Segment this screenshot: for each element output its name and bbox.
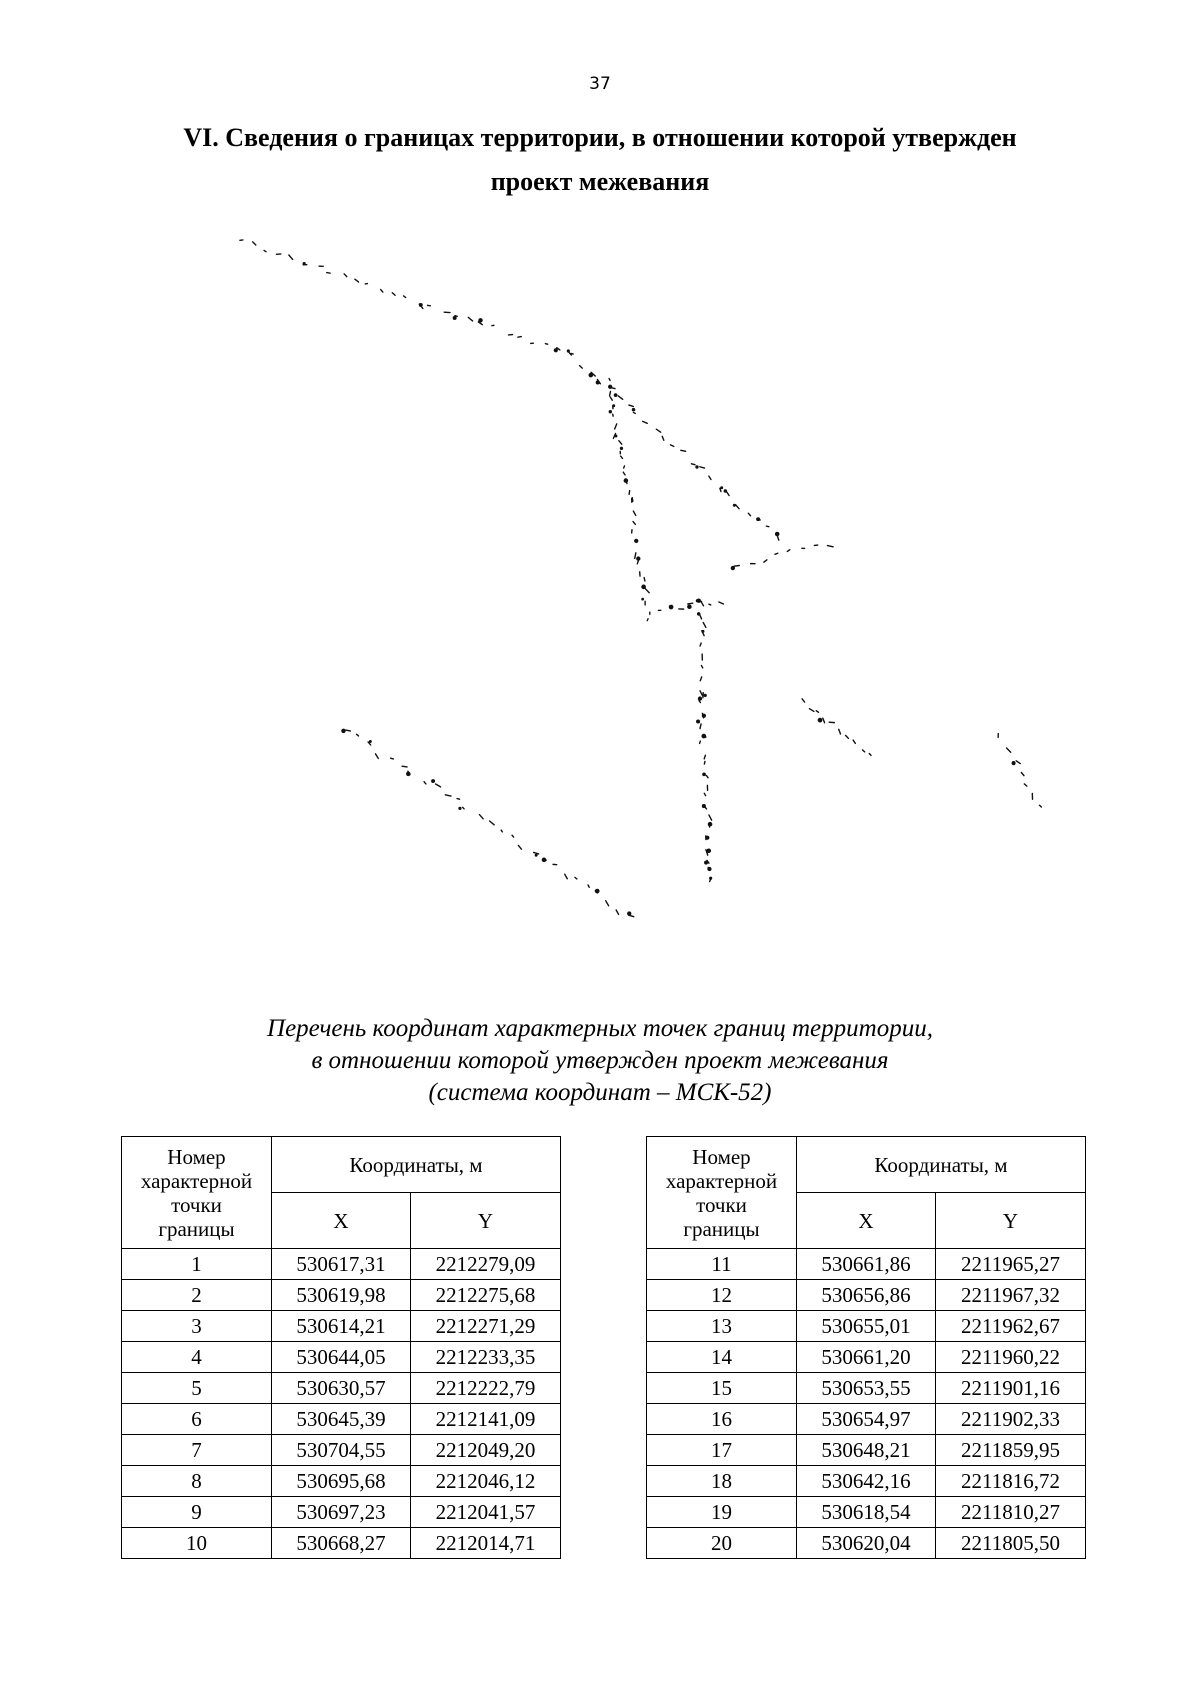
y-coordinate-cell: 2211810,27 — [936, 1497, 1086, 1528]
boundary-speck — [702, 714, 705, 717]
caption-line-1: Перечень координат характерных точек границ территории, — [267, 1015, 933, 1042]
table-caption — [100, 1013, 1100, 1109]
x-coordinate-cell: 530644,05 — [272, 1342, 411, 1373]
boundary-speck — [818, 718, 822, 722]
boundary-dash — [869, 754, 871, 756]
boundary-speck — [696, 466, 698, 468]
boundary-dash — [635, 553, 636, 559]
y-coordinate-cell: 2212222,79 — [411, 1373, 561, 1404]
boundary-speck — [775, 532, 779, 536]
x-coordinate-cell: 530661,20 — [797, 1342, 936, 1373]
boundary-speck — [721, 487, 723, 489]
boundary-dash — [623, 472, 625, 475]
coordinates-table-right — [646, 1136, 1086, 1559]
boundary-dash — [392, 293, 395, 296]
boundary-speck — [635, 539, 638, 542]
y-coordinate-cell: 2212041,57 — [411, 1497, 561, 1528]
boundary-dash — [643, 421, 648, 423]
boundary-speck — [596, 381, 599, 384]
boundary-dash — [327, 273, 330, 274]
boundary-dash — [709, 604, 711, 605]
boundary-dash — [719, 602, 724, 604]
point-number-cell: 1 — [122, 1249, 272, 1280]
boundary-dash — [647, 619, 648, 621]
boundary-dash — [609, 378, 610, 380]
x-coordinate-cell: 530695,68 — [272, 1466, 411, 1497]
boundary-dash — [775, 553, 778, 554]
point-number-cell: 4 — [122, 1342, 272, 1373]
boundary-speck — [642, 585, 646, 589]
boundary-dash — [588, 885, 589, 887]
point-number-cell: 12 — [647, 1280, 797, 1311]
boundary-dash — [727, 492, 729, 496]
boundary-dash — [862, 750, 864, 752]
boundary-dash — [580, 366, 583, 369]
y-coordinate-cell: 2212275,68 — [411, 1280, 561, 1311]
boundary-speck — [724, 490, 726, 492]
boundary-dash — [404, 296, 406, 297]
boundary-speck — [702, 630, 704, 632]
header-point-number: Номер характерной точки границы — [647, 1137, 797, 1249]
boundary-speck — [702, 805, 705, 808]
y-coordinate-cell: 2211859,95 — [936, 1435, 1086, 1466]
boundary-dash — [662, 436, 664, 440]
boundary-dash — [701, 665, 702, 667]
boundary-dash — [802, 699, 805, 702]
boundary-dash — [734, 566, 739, 567]
boundary-dash — [618, 396, 622, 399]
boundary-dash — [518, 845, 521, 849]
boundary-dash — [545, 344, 547, 345]
boundary-speck — [733, 504, 735, 506]
point-number-cell: 20 — [647, 1528, 797, 1559]
point-number-cell: 8 — [122, 1466, 272, 1497]
x-coordinate-cell: 530642,16 — [797, 1466, 936, 1497]
boundary-speck — [595, 889, 599, 893]
table-row — [647, 1497, 1086, 1528]
point-number-cell: 2 — [122, 1280, 272, 1311]
table-row — [647, 1280, 1086, 1311]
boundary-dash — [709, 815, 712, 820]
header-coordinates: Координаты, м — [797, 1137, 1086, 1193]
boundary-dash — [644, 578, 645, 581]
x-coordinate-cell: 530704,55 — [272, 1435, 411, 1466]
boundary-speck — [707, 849, 711, 853]
boundary-speck — [706, 836, 709, 839]
boundary-dash — [1024, 784, 1027, 786]
x-coordinate-cell: 530653,55 — [797, 1373, 936, 1404]
boundary-speck — [453, 316, 456, 319]
boundary-dash — [688, 603, 693, 604]
point-number-cell: 11 — [647, 1249, 797, 1280]
boundary-speck — [609, 385, 612, 388]
x-coordinate-cell: 530661,86 — [797, 1249, 936, 1280]
boundary-dash — [827, 546, 833, 547]
x-coordinate-cell: 530630,57 — [272, 1373, 411, 1404]
boundary-speck — [708, 822, 712, 826]
boundary-speck — [704, 694, 706, 696]
x-coordinate-cell: 530614,21 — [272, 1311, 411, 1342]
boundary-dash — [565, 874, 568, 879]
boundary-dash — [445, 795, 451, 796]
table-row — [647, 1466, 1086, 1497]
boundary-dash — [700, 691, 703, 696]
point-number-cell: 16 — [647, 1404, 797, 1435]
header-y: Y — [411, 1193, 561, 1249]
boundary-speck — [342, 729, 345, 732]
boundary-dash — [289, 255, 293, 259]
boundary-dash — [436, 784, 441, 787]
boundary-dash — [1040, 805, 1042, 807]
boundary-dash — [670, 445, 673, 446]
section-title-line-2: проект межевания — [490, 167, 710, 196]
boundary-dash — [701, 601, 704, 605]
boundary-dash — [375, 754, 378, 759]
boundary-dash — [633, 522, 635, 525]
boundary-dash — [656, 429, 660, 432]
y-coordinate-cell: 2211816,72 — [936, 1466, 1086, 1497]
boundary-speck — [710, 877, 712, 879]
boundary-dash — [391, 758, 394, 759]
boundary-speck — [1012, 762, 1015, 765]
point-number-cell: 15 — [647, 1373, 797, 1404]
boundary-speck — [708, 867, 711, 870]
header-point-number: Номер характерной точки границы — [122, 1137, 272, 1249]
y-coordinate-cell: 2212049,20 — [411, 1435, 561, 1466]
boundary-dash — [704, 761, 705, 764]
x-coordinate-cell: 530645,39 — [272, 1404, 411, 1435]
y-coordinate-cell: 2211901,16 — [936, 1373, 1086, 1404]
coordinates-table-left — [121, 1136, 561, 1559]
x-coordinate-cell: 530648,21 — [797, 1435, 936, 1466]
point-number-cell: 7 — [122, 1435, 272, 1466]
table-row — [647, 1435, 1086, 1466]
point-number-cell: 5 — [122, 1373, 272, 1404]
y-coordinate-cell: 2212271,29 — [411, 1311, 561, 1342]
table-row — [122, 1528, 561, 1559]
y-coordinate-cell: 2211805,50 — [936, 1528, 1086, 1559]
table-row — [122, 1497, 561, 1528]
boundary-dash — [512, 835, 514, 837]
y-coordinate-cell: 2212014,71 — [411, 1528, 561, 1559]
table-row — [122, 1311, 561, 1342]
boundary-dash — [463, 807, 464, 809]
boundary-dash — [645, 588, 649, 592]
boundary-speck — [419, 303, 422, 306]
caption-line-3: (система координат – МСК-52) — [428, 1079, 772, 1106]
boundary-dash — [632, 498, 633, 502]
y-coordinate-cell: 2211902,33 — [936, 1404, 1086, 1435]
boundary-speck — [688, 605, 692, 609]
boundary-dash — [839, 729, 841, 734]
boundary-dash — [381, 290, 383, 293]
table-row — [122, 1435, 561, 1466]
boundary-speck — [542, 858, 546, 862]
boundary-dash — [748, 513, 750, 516]
boundary-dash — [681, 450, 686, 451]
boundary-dash — [736, 505, 739, 509]
x-coordinate-cell: 530654,97 — [797, 1404, 936, 1435]
y-coordinate-cell: 2212046,12 — [411, 1466, 561, 1497]
y-coordinate-cell: 2212233,35 — [411, 1342, 561, 1373]
boundary-dash — [706, 775, 708, 777]
point-number-cell: 17 — [647, 1435, 797, 1466]
header-y: Y — [936, 1193, 1086, 1249]
boundary-speck — [702, 734, 706, 738]
boundary-speck — [697, 599, 700, 602]
table-row — [122, 1249, 561, 1280]
boundary-speck — [731, 566, 734, 569]
header-x: X — [272, 1193, 411, 1249]
boundary-speck — [535, 854, 537, 856]
boundary-dash — [606, 901, 609, 906]
boundary-speck — [697, 720, 700, 723]
x-coordinate-cell: 530697,23 — [272, 1497, 411, 1528]
page-number: 37 — [589, 74, 611, 94]
boundary-dash — [700, 724, 701, 729]
boundary-dash — [823, 718, 825, 723]
boundary-speck — [757, 518, 760, 521]
boundary-dash — [501, 830, 502, 832]
boundary-speck — [620, 447, 622, 449]
boundary-dash — [468, 317, 472, 321]
y-coordinate-cell: 2211967,32 — [936, 1280, 1086, 1311]
boundary-dash — [355, 279, 359, 282]
boundary-speck — [614, 394, 617, 397]
boundary-dash — [424, 782, 426, 784]
boundary-dash — [700, 741, 701, 743]
boundary-dash — [629, 405, 633, 406]
point-number-cell: 14 — [647, 1342, 797, 1373]
boundary-dash — [704, 793, 705, 795]
boundary-speck — [705, 861, 708, 864]
boundary-dash — [457, 799, 460, 800]
boundary-speck — [479, 319, 482, 322]
boundary-dash — [766, 526, 769, 527]
table-row — [647, 1249, 1086, 1280]
boundary-speck — [369, 741, 371, 743]
boundary-dash — [402, 766, 407, 767]
boundary-speck — [703, 773, 706, 776]
boundary-dash — [624, 466, 625, 468]
boundary-dash — [518, 337, 521, 338]
boundary-dash — [764, 560, 767, 562]
boundary-speck — [624, 479, 628, 483]
boundary-dash — [853, 740, 855, 743]
boundary-speck — [697, 613, 700, 616]
point-number-cell: 13 — [647, 1311, 797, 1342]
boundary-speck — [642, 598, 644, 600]
table-row — [122, 1466, 561, 1497]
boundary-speck — [637, 557, 640, 560]
boundary-speck — [615, 435, 617, 437]
table-row — [647, 1373, 1086, 1404]
boundary-speck — [609, 411, 611, 413]
boundary-speck — [613, 405, 615, 407]
x-coordinate-cell: 530620,04 — [797, 1528, 936, 1559]
point-number-cell: 9 — [122, 1497, 272, 1528]
table-row — [647, 1528, 1086, 1559]
y-coordinate-cell: 2212141,09 — [411, 1404, 561, 1435]
table-row — [122, 1373, 561, 1404]
boundary-dash — [709, 476, 711, 479]
table-row — [647, 1404, 1086, 1435]
y-coordinate-cell: 2211965,27 — [936, 1249, 1086, 1280]
boundary-speck — [669, 605, 673, 609]
point-number-cell: 10 — [122, 1528, 272, 1559]
boundary-dash — [816, 711, 818, 713]
boundary-dash — [575, 877, 577, 879]
x-coordinate-cell: 530655,01 — [797, 1311, 936, 1342]
boundary-speck — [303, 262, 305, 264]
boundary-dash — [704, 755, 705, 759]
header-coordinates: Координаты, м — [272, 1137, 561, 1193]
boundary-dash — [787, 550, 790, 552]
boundary-dash — [1021, 772, 1024, 775]
boundary-dash — [619, 441, 622, 444]
y-coordinate-cell: 2212279,09 — [411, 1249, 561, 1280]
boundary-dash — [633, 412, 635, 413]
boundary-speck — [698, 697, 701, 700]
boundary-dash — [1007, 748, 1011, 752]
point-number-cell: 18 — [647, 1466, 797, 1497]
boundary-dash — [700, 677, 701, 681]
section-title-line-1: VI. Сведения о границах территории, в отношении которой утвержден — [183, 123, 1017, 152]
boundary-dash — [610, 397, 612, 400]
boundary-speck — [432, 780, 435, 783]
table-row — [647, 1311, 1086, 1342]
boundary-speck — [459, 807, 461, 809]
boundary-dash — [344, 274, 347, 277]
boundary-dash — [479, 815, 483, 819]
boundary-speck — [407, 772, 411, 776]
boundary-dash — [346, 730, 350, 731]
boundary-dash — [700, 467, 705, 468]
boundary-dash — [1016, 761, 1020, 764]
boundary-dash — [569, 352, 572, 355]
boundary-dash — [809, 709, 814, 712]
boundary-speck — [628, 912, 631, 915]
boundary-dash — [700, 643, 701, 646]
x-coordinate-cell: 530656,86 — [797, 1280, 936, 1311]
table-row — [122, 1280, 561, 1311]
point-number-cell: 6 — [122, 1404, 272, 1435]
boundary-dash — [616, 910, 618, 914]
boundary-dash — [264, 251, 266, 252]
caption-line-2: в отношении которой утвержден проект межевания — [311, 1047, 889, 1074]
x-coordinate-cell: 530617,31 — [272, 1249, 411, 1280]
table-row — [647, 1342, 1086, 1373]
x-coordinate-cell: 530618,54 — [797, 1497, 936, 1528]
point-number-cell: 19 — [647, 1497, 797, 1528]
boundary-dash — [357, 734, 359, 736]
boundary-dash — [253, 242, 256, 245]
y-coordinate-cell: 2211962,67 — [936, 1311, 1086, 1342]
boundary-speck — [589, 373, 593, 377]
table-row — [122, 1342, 561, 1373]
boundary-dash — [610, 391, 611, 395]
boundary-dash — [615, 424, 617, 429]
boundary-dash — [778, 537, 779, 541]
y-coordinate-cell: 2211960,22 — [936, 1342, 1086, 1373]
table-row — [122, 1404, 561, 1435]
boundary-dash — [633, 511, 635, 515]
point-number-cell: 3 — [122, 1311, 272, 1342]
boundary-dash — [691, 464, 695, 465]
boundary-dash — [846, 735, 849, 738]
x-coordinate-cell: 530619,98 — [272, 1280, 411, 1311]
boundary-dash — [703, 623, 706, 628]
boundary-speck — [554, 349, 557, 352]
boundary-dash — [621, 456, 623, 458]
x-coordinate-cell: 530668,27 — [272, 1528, 411, 1559]
boundary-speck — [632, 408, 635, 411]
header-x: X — [797, 1193, 936, 1249]
boundary-dash — [490, 821, 495, 825]
